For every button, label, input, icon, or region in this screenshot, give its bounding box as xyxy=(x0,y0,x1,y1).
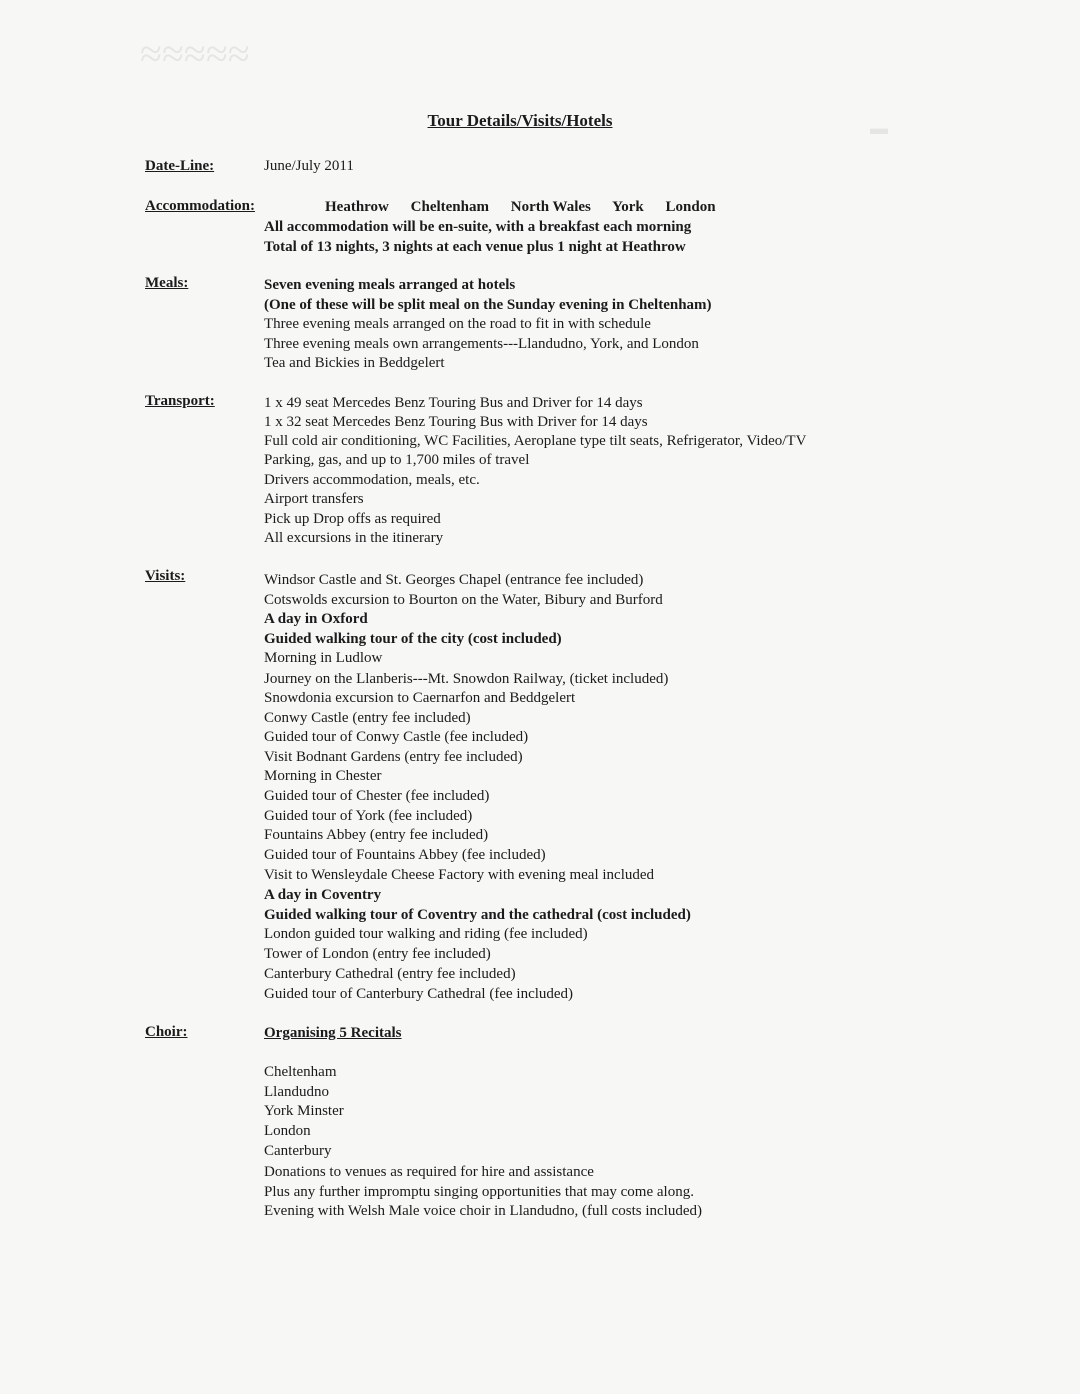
choir-venue: London xyxy=(264,1123,311,1139)
visits-line: Guided tour of Conwy Castle (fee included) xyxy=(264,729,529,745)
bleed-through-mark: ▬ xyxy=(870,118,888,138)
visits-line: Visit to Wensleydale Cheese Factory with evening meal included xyxy=(264,867,655,883)
visits-line: A day in Oxford xyxy=(264,611,368,627)
visits-line: Guided tour of Fountains Abbey (fee included) xyxy=(264,847,546,863)
visits-label: Visits: xyxy=(145,568,186,584)
visits-line: Conwy Castle (entry fee included) xyxy=(264,710,471,726)
meals-line: Three evening meals own arrangements---Llandudno, York, and London xyxy=(264,336,699,352)
transport-line: 1 x 32 seat Mercedes Benz Touring Bus with Driver for 14 days xyxy=(264,414,648,430)
visits-line: Snowdonia excursion to Caernarfon and Beddgelert xyxy=(264,690,576,706)
visits-line: Windsor Castle and St. Georges Chapel (entrance fee included) xyxy=(264,572,644,588)
transport-line: Parking, gas, and up to 1,700 miles of travel xyxy=(264,452,530,468)
place-item: North Wales xyxy=(510,199,591,215)
transport-line: Airport transfers xyxy=(264,491,364,507)
transport-line: All excursions in the itinerary xyxy=(264,530,444,546)
place-item: London xyxy=(665,199,716,215)
accommodation-label: Accommodation: xyxy=(145,198,255,214)
visits-line: Journey on the Llanberis---Mt. Snowdon Railway, (ticket included) xyxy=(264,671,669,687)
choir-line: Evening with Welsh Male voice choir in Llandudno, (full costs included) xyxy=(264,1203,703,1219)
meals-line: Three evening meals arranged on the road to fit in with schedule xyxy=(264,316,651,332)
bleed-through-mark: ≈≈≈≈≈ xyxy=(140,31,250,76)
transport-line: Pick up Drop offs as required xyxy=(264,511,441,527)
choir-venue: Llandudno xyxy=(264,1084,329,1100)
visits-line: Guided tour of York (fee included) xyxy=(264,808,473,824)
choir-heading: Organising 5 Recitals xyxy=(264,1025,402,1041)
date-line-label: Date-Line: xyxy=(145,158,215,174)
visits-line: Tower of London (entry fee included) xyxy=(264,946,491,962)
accommodation-line: Total of 13 nights, 3 nights at each venue plus 1 night at Heathrow xyxy=(264,239,686,255)
visits-line: London guided tour walking and riding (fee included) xyxy=(264,926,588,942)
accommodation-places xyxy=(325,199,734,216)
choir-line: Plus any further impromptu singing opportunities that may come along. xyxy=(264,1184,694,1200)
transport-line: Full cold air conditioning, WC Facilities, Aeroplane type tilt seats, Refrigerator, Video/TV xyxy=(264,433,807,449)
meals-line: Seven evening meals arranged at hotels xyxy=(264,277,516,293)
choir-venue: Canterbury xyxy=(264,1143,332,1159)
visits-line: Guided tour of Chester (fee included) xyxy=(264,788,490,804)
visits-line: Morning in Ludlow xyxy=(264,650,383,666)
transport-line: 1 x 49 seat Mercedes Benz Touring Bus and Driver for 14 days xyxy=(264,395,643,411)
visits-line: Guided tour of Canterbury Cathedral (fee included) xyxy=(264,986,574,1002)
page-title: Tour Details/Visits/Hotels xyxy=(427,111,613,130)
meals-label: Meals: xyxy=(145,275,189,291)
visits-line: Guided walking tour of Coventry and the cathedral (cost included) xyxy=(264,907,691,923)
place-item: Cheltenham xyxy=(410,199,489,215)
meals-line: (One of these will be split meal on the Sunday evening in Cheltenham) xyxy=(264,297,712,313)
accommodation-line: All accommodation will be en-suite, with a breakfast each morning xyxy=(264,219,692,235)
transport-line: Drivers accommodation, meals, etc. xyxy=(264,472,480,488)
choir-label: Choir: xyxy=(145,1024,188,1040)
visits-line: Cotswolds excursion to Bourton on the Water, Bibury and Burford xyxy=(264,592,663,608)
meals-line: Tea and Bickies in Beddgelert xyxy=(264,355,445,371)
visits-line: Guided walking tour of the city (cost included) xyxy=(264,631,562,647)
choir-venue: York Minster xyxy=(264,1103,344,1119)
place-item: York xyxy=(612,199,644,215)
visits-line: Morning in Chester xyxy=(264,768,382,784)
visits-line: Visit Bodnant Gardens (entry fee included) xyxy=(264,749,523,765)
date-line-value: June/July 2011 xyxy=(264,158,354,174)
choir-line: Donations to venues as required for hire and assistance xyxy=(264,1164,594,1180)
place-item: Heathrow xyxy=(325,199,389,215)
visits-line: A day in Coventry xyxy=(264,887,382,903)
transport-label: Transport: xyxy=(145,393,215,409)
visits-line: Fountains Abbey (entry fee included) xyxy=(264,827,489,843)
visits-line: Canterbury Cathedral (entry fee included) xyxy=(264,966,516,982)
choir-venue: Cheltenham xyxy=(264,1064,337,1080)
